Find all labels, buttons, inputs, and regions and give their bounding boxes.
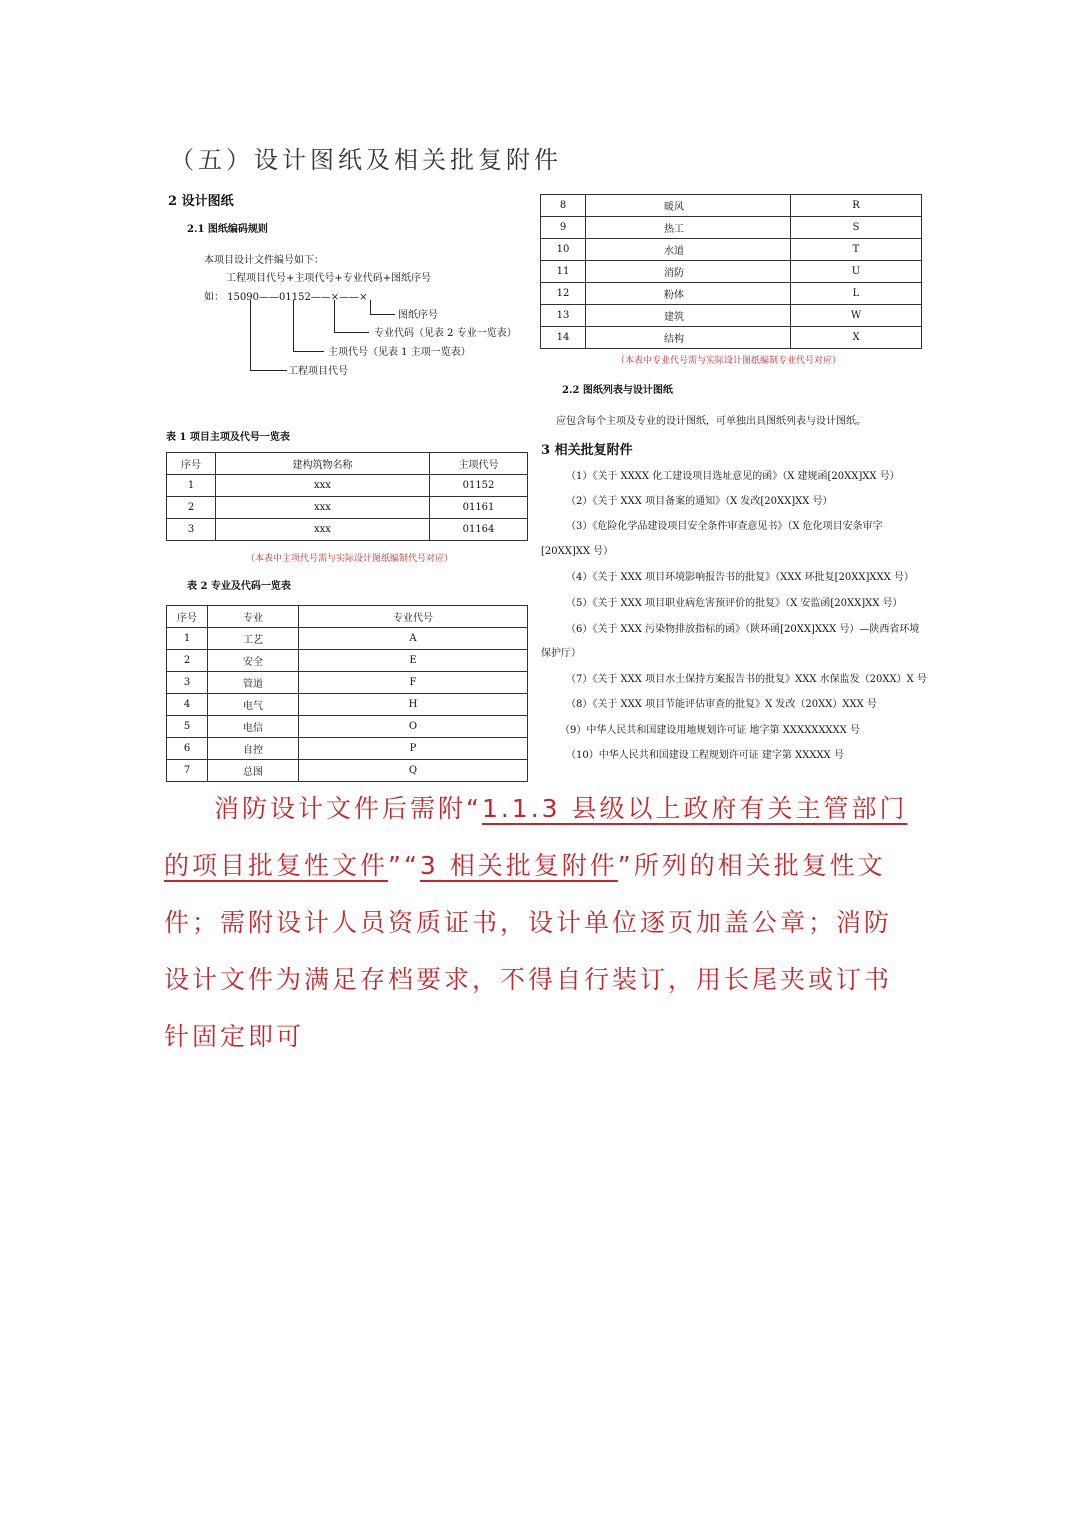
attachment-item: （3）《危险化学品建设项目安全条件审查意见书》（X 危化项目安条审字 xyxy=(566,521,883,532)
table-cell: 电气 xyxy=(208,694,299,716)
table-cell: 自控 xyxy=(208,738,299,760)
table-row xyxy=(541,261,922,283)
table-cell: 粉体 xyxy=(586,283,791,305)
table-cell: 安全 xyxy=(208,650,299,672)
table-cell: 2 xyxy=(167,650,208,672)
table1-caption: 表 1 项目主项及代号一览表 xyxy=(166,432,290,443)
notice-text: ”“ xyxy=(388,851,420,880)
table-cell: W xyxy=(791,305,922,327)
table-cell: 3 xyxy=(167,672,208,694)
table-cell: 01161 xyxy=(430,497,528,519)
table-row xyxy=(167,672,528,694)
table-header-row xyxy=(167,453,528,475)
fire-design-notice xyxy=(164,780,914,1065)
notice-reference-link[interactable]: 3 相关批复附件 xyxy=(419,851,618,880)
table-cell: 管道 xyxy=(208,672,299,694)
table-cell: xxx xyxy=(216,497,430,519)
table-cell: 12 xyxy=(541,283,586,305)
table-row xyxy=(167,716,528,738)
table-cell: 建筑 xyxy=(586,305,791,327)
tree-label-discipline: 专业代码（见表 2 专业一览表） xyxy=(374,328,517,339)
table-header-cell: 主项代号 xyxy=(430,453,528,475)
table-cell: 4 xyxy=(167,694,208,716)
section-2-1-heading: 2.1 图纸编码规则 xyxy=(187,224,268,235)
attachment-item: （9）中华人民共和国建设用地规划许可证 地字第 XXXXXXXXX 号 xyxy=(560,725,860,736)
table-cell: S xyxy=(791,217,922,239)
table-row xyxy=(541,217,922,239)
table-row xyxy=(541,195,922,217)
tree-line-discipline xyxy=(334,300,369,333)
attachment-item: （1）《关于 XXXX 化工建设项目选址意见的函》（X 建规函[20XX]XX 号） xyxy=(566,471,900,482)
table-cell: 13 xyxy=(541,305,586,327)
table-cell: E xyxy=(299,650,528,672)
table-header-cell: 序号 xyxy=(167,453,216,475)
table-header-cell: 专业 xyxy=(208,606,299,628)
coding-example: 如： 15090——01152——×——× xyxy=(204,292,368,303)
table-cell: 6 xyxy=(167,738,208,760)
table-cell: R xyxy=(791,195,922,217)
attachment-item: （4）《关于 XXX 项目环境影响报告书的批复》（XXX 环批复[20XX]XXX 号） xyxy=(566,572,914,583)
table-cell: T xyxy=(791,239,922,261)
attachment-item: （6）《关于 XXX 污染物排放指标的函》（陕环函[20XX]XXX 号）—陕西省环境 xyxy=(566,624,920,635)
table-cell: 水道 xyxy=(586,239,791,261)
section-3-heading: 3 相关批复附件 xyxy=(541,443,633,458)
tree-label-drawing-no: 图纸序号 xyxy=(398,310,438,321)
attachment-item: （10）中华人民共和国建设工程规划许可证 建字第 XXXXX 号 xyxy=(566,750,844,761)
table-row xyxy=(541,305,922,327)
table-header-cell: 建构筑物名称 xyxy=(216,453,430,475)
table-row xyxy=(167,694,528,716)
coding-formula: 工程项目代号+主项代号+专业代码+图纸序号 xyxy=(226,273,432,284)
table-cell: xxx xyxy=(216,519,430,541)
table-cell: L xyxy=(791,283,922,305)
table-row xyxy=(167,475,528,497)
table-row xyxy=(167,650,528,672)
attachment-item: （5）《关于 XXX 项目职业病危害预评价的批复》（X 安监函[20XX]XX 号） xyxy=(566,598,903,609)
table-cell: 2 xyxy=(167,497,216,519)
coding-intro: 本项目设计文件编号如下： xyxy=(204,255,324,266)
tree-line-drawing-no xyxy=(370,300,395,315)
table-cell: F xyxy=(299,672,528,694)
table-cell: 热工 xyxy=(586,217,791,239)
table-row xyxy=(541,239,922,261)
table-cell: 3 xyxy=(167,519,216,541)
attachment-item-continued: 保护厅） xyxy=(541,648,581,659)
table-cell: X xyxy=(791,327,922,349)
attachment-item: （7）《关于 XXX 项目水土保持方案报告书的批复》XXX 水保监发（20XX）X 号 xyxy=(566,674,927,685)
attachment-item: （8）《关于 XXX 项目节能评估审查的批复》X 发改（20XX）XXX 号 xyxy=(566,699,877,710)
table-cell: O xyxy=(299,716,528,738)
table-cell: 7 xyxy=(167,760,208,782)
table-row xyxy=(167,628,528,650)
table-cell: U xyxy=(791,261,922,283)
table-row xyxy=(167,760,528,782)
table-cell: 10 xyxy=(541,239,586,261)
section-2-2-heading: 2.2 图纸列表与设计图纸 xyxy=(562,385,673,396)
section-2-2-text: 应包含每个主项及专业的设计图纸，可单独出具图纸列表与设计图纸。 xyxy=(556,416,866,427)
table-header-cell: 序号 xyxy=(167,606,208,628)
table-header-row xyxy=(167,606,528,628)
tree-line-project xyxy=(250,300,287,371)
table-cell: H xyxy=(299,694,528,716)
table-disciplines-continued xyxy=(540,194,922,349)
table-cell: 5 xyxy=(167,716,208,738)
table-cell: 01152 xyxy=(430,475,528,497)
table-cell: 8 xyxy=(541,195,586,217)
table2-caption: 表 2 专业及代码一览表 xyxy=(187,581,291,592)
tree-label-project: 工程项目代号 xyxy=(288,366,348,377)
table-cell: 01164 xyxy=(430,519,528,541)
page-title: （五）设计图纸及相关批复附件 xyxy=(170,146,562,174)
table-cell: 结构 xyxy=(586,327,791,349)
table-cell: 总图 xyxy=(208,760,299,782)
notice-reference-link[interactable]: 1.1.3 县级以上政府有关主管部门的项目批复性文件 xyxy=(164,794,908,880)
table-cell: A xyxy=(299,628,528,650)
attachment-item-continued: [20XX]XX 号） xyxy=(541,546,614,557)
tree-line-main-item xyxy=(293,300,324,352)
table-row xyxy=(541,327,922,349)
table-cell: xxx xyxy=(216,475,430,497)
table-row xyxy=(167,497,528,519)
tree-label-main-item: 主项代号（见表 1 主项一览表） xyxy=(328,347,471,358)
table-cell: 电信 xyxy=(208,716,299,738)
notice-text: 消防设计文件后需附“ xyxy=(214,794,482,823)
table-cell: 1 xyxy=(167,628,208,650)
attachment-item: （2）《关于 XXX 项目备案的通知》（X 发改[20XX]XX 号） xyxy=(566,496,833,507)
table-cell: 14 xyxy=(541,327,586,349)
table-cell: Q xyxy=(299,760,528,782)
table-main-items xyxy=(166,452,528,541)
table-disciplines xyxy=(166,605,528,782)
notice-text: ”所列的相关批复性文件；需附设计人员资质证书，设计单位逐页加盖公章；消防设计文件为满足存档要求，不得自行装订，用长尾夹或订书针固定即可 xyxy=(164,851,893,1051)
table-cell: P xyxy=(299,738,528,760)
table-cell: 11 xyxy=(541,261,586,283)
table-cell: 工艺 xyxy=(208,628,299,650)
table-row xyxy=(167,738,528,760)
table2-note: （本表中专业代号需与实际设计图纸编制专业代号对应） xyxy=(616,356,842,366)
table-cell: 1 xyxy=(167,475,216,497)
section-2-heading: 2 设计图纸 xyxy=(168,194,234,209)
table-cell: 9 xyxy=(541,217,586,239)
table-cell: 暖风 xyxy=(586,195,791,217)
table-row xyxy=(541,283,922,305)
table-row xyxy=(167,519,528,541)
table1-note: （本表中主项代号需与实际设计图纸编制代号对应） xyxy=(246,554,454,564)
table-cell: 消防 xyxy=(586,261,791,283)
table-header-cell: 专业代号 xyxy=(299,606,528,628)
